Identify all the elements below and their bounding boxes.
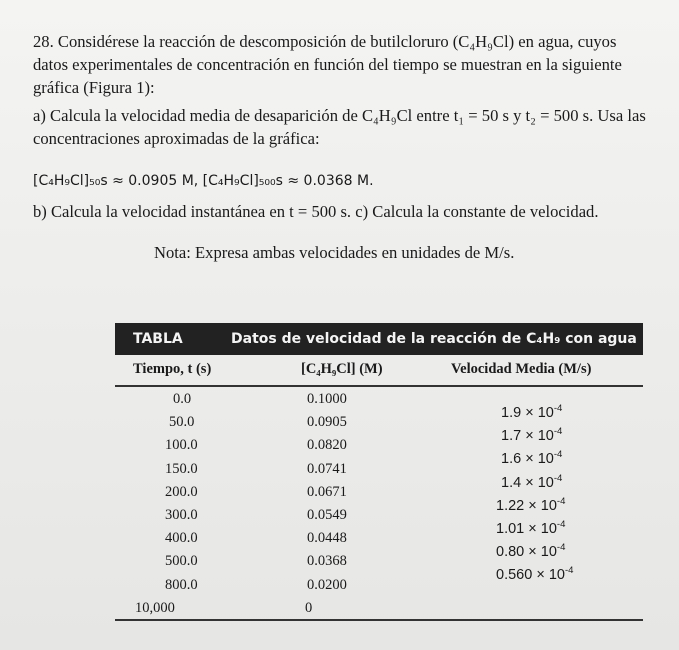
average-rate-cell (501, 426, 562, 444)
rate-mantissa: 0.80 (496, 544, 525, 561)
problem-part-bc: b) Calcula la velocidad instantánea en t = 500 s. c) Calcula la constante de velocidad. (33, 202, 599, 221)
time-cell: 0.0 (173, 391, 192, 407)
given-concentrations: [C₄H₉Cl]₅₀s ≈ 0.0905 M, [C₄H₉Cl]₅₀₀s ≈ 0.0368 M. (33, 173, 374, 189)
concentration-cell: 0 (305, 599, 313, 616)
concentration-cell: 0.0448 (307, 530, 347, 547)
concentration-cell: 0.0905 (307, 414, 347, 431)
time-cell: 10,000 (135, 599, 175, 616)
column-header-time: Tiempo, t (s) (133, 361, 212, 377)
rate-times-ten: × 10 (532, 567, 565, 584)
rate-times-ten: × 10 (524, 520, 557, 537)
rate-exponent: -4 (553, 426, 563, 438)
problem-intro: 28. Considérese la reacción de descomposición de butilcloruro (C₄H₉Cl) en agua, cuyos datos experimentales de concentración en función del tiempo se muestran en la siguiente gráfica (Figura 1): (33, 32, 622, 97)
rate-mantissa: 1.01 (496, 520, 525, 537)
rate-exponent: -4 (553, 472, 563, 484)
rate-mantissa: 1.22 (496, 497, 525, 514)
concentration-cell: 0.0368 (307, 553, 347, 570)
concentration-cell: 0.0671 (307, 483, 347, 500)
table-column-headers (115, 355, 643, 387)
table-bottom-rule (115, 619, 643, 621)
rate-times-ten: × 10 (521, 428, 554, 445)
time-cell: 500.0 (165, 553, 198, 570)
table-label: TABLA (133, 331, 183, 347)
rate-times-ten: × 10 (521, 451, 554, 468)
problem-part-a: a) Calcula la velocidad media de desaparición de C₄H₉Cl entre t₁ = 50 s y t₂ = 500 s. Usa las concentraciones aproximadas de la gráfica: (33, 106, 646, 148)
concentration-cell: 0.0820 (307, 437, 347, 454)
rate-mantissa: 1.9 (501, 404, 522, 421)
concentration-cell: 0.0741 (307, 460, 347, 477)
rate-mantissa: 1.4 (501, 474, 522, 491)
time-cell: 50.0 (169, 414, 195, 431)
rate-exponent: -4 (553, 403, 563, 414)
average-rate-cell (496, 542, 565, 560)
rate-exponent: -4 (564, 565, 574, 577)
rate-data-table (115, 323, 643, 621)
concentration-cell: 0.0200 (307, 576, 347, 593)
table-header-bar (115, 323, 643, 355)
rate-exponent: -4 (556, 542, 566, 554)
time-cell: 300.0 (165, 507, 198, 523)
time-cell: 150.0 (165, 460, 198, 477)
time-cell: 100.0 (165, 437, 198, 454)
average-rate-cell (496, 565, 573, 583)
rate-exponent: -4 (556, 495, 566, 507)
column-header-rate: Velocidad Media (M/s) (451, 361, 592, 377)
rate-times-ten: × 10 (524, 497, 557, 514)
average-rate-cell (501, 473, 562, 491)
rate-exponent: -4 (556, 519, 566, 530)
concentration-cell: 0.0549 (307, 507, 347, 523)
column-header-concentration: [C₄H₉Cl] (M) (301, 361, 383, 377)
time-cell: 800.0 (165, 576, 198, 593)
problem-note: Nota: Expresa ambas velocidades en unidades de M/s. (154, 243, 515, 262)
average-rate-cell (496, 519, 565, 537)
average-rate-cell (501, 403, 562, 421)
concentration-cell: 0.1000 (307, 391, 347, 407)
rate-times-ten: × 10 (524, 544, 557, 561)
rate-mantissa: 0.560 (496, 567, 533, 584)
time-cell: 400.0 (165, 530, 198, 547)
average-rate-cell (496, 496, 565, 514)
rate-exponent: -4 (553, 449, 563, 461)
table-title: Datos de velocidad de la reacción de C₄H₉ con agua (231, 331, 637, 347)
table-body (115, 387, 643, 621)
time-cell: 200.0 (165, 483, 198, 500)
average-rate-cell (501, 449, 562, 467)
rate-mantissa: 1.7 (501, 428, 522, 445)
rate-times-ten: × 10 (521, 404, 554, 421)
rate-mantissa: 1.6 (501, 451, 522, 468)
rate-times-ten: × 10 (521, 474, 554, 491)
